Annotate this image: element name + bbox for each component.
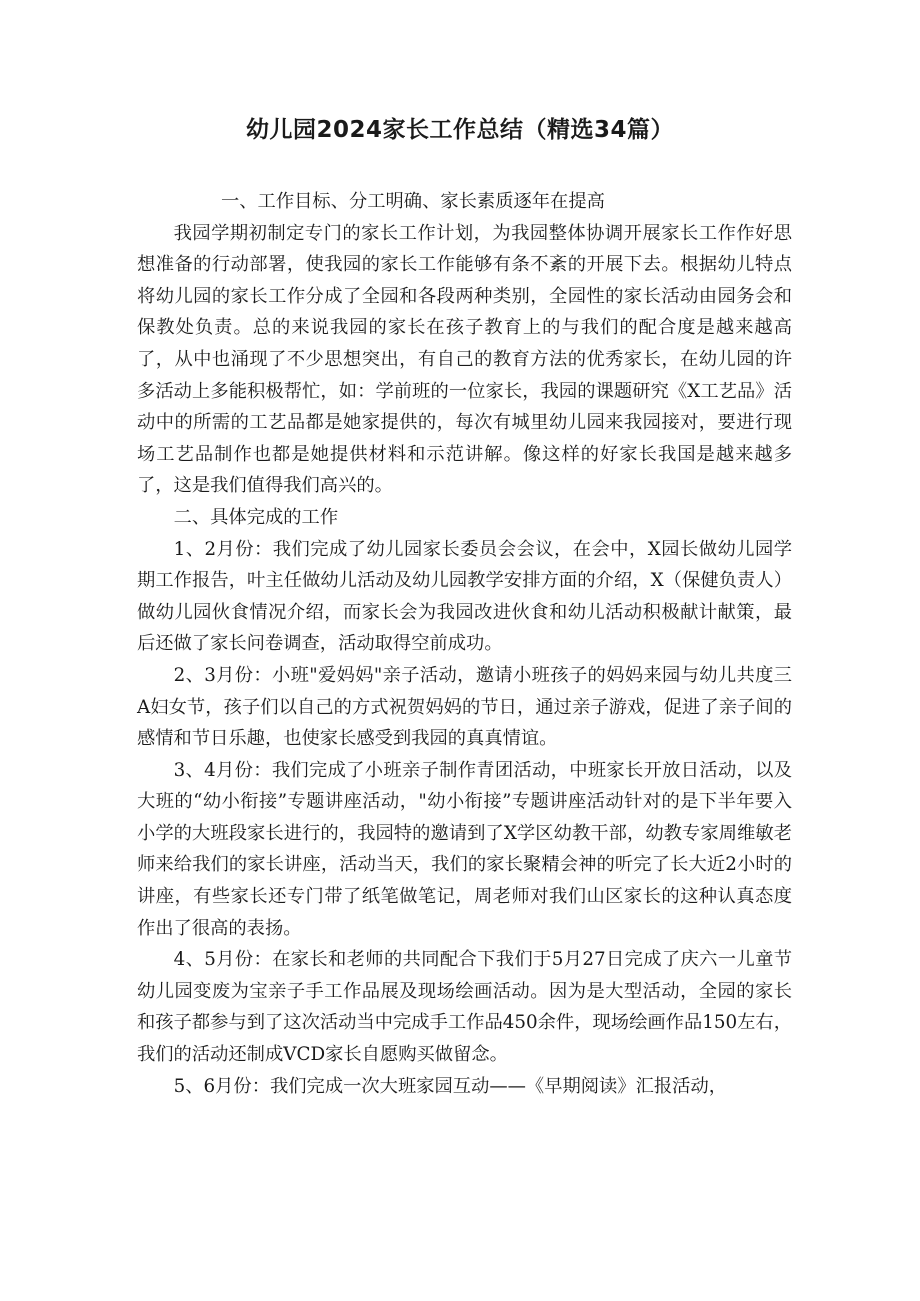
paragraph-march: 2、3月份：小班"爱妈妈"亲子活动，邀请小班孩子的妈妈来园与幼儿共度三A妇女节，孩子们以自己的方式祝贺妈妈的节日，通过亲子游戏，促进了亲子间的感情和节日乐趣，也使家长感受到我园的真真情谊。 bbox=[137, 664, 792, 750]
paragraph-april: 3、4月份：我们完成了小班亲子制作青团活动，中班家长开放日活动，以及大班的“幼小衔接”专题讲座活动，"幼小衔接”专题讲座活动针对的是下半年要入小学的大班段家长进行的，我园特的邀请到了X学区幼教干部，幼教专家周维敏老师来给我们的家长讲座，活动当天，我们的家长聚精会神的听完了长大近2小时的讲座，有些家长还专门带了纸笔做笔记，周老师对我们山区家长的这种认真态度作出了很高的表扬。 bbox=[137, 759, 792, 939]
document-title: 幼儿园2024家长工作总结（精选34篇） bbox=[245, 117, 675, 143]
document-body bbox=[137, 186, 792, 1102]
paragraph-february: 1、2月份：我们完成了幼儿园家长委员会会议，在会中，X园长做幼儿园学期工作报告，叶主任做幼儿活动及幼儿园教学安排方面的介绍，X（保健负责人）做幼儿园伙食情况介绍，而家长会为我园改进伙食和幼儿活动积极献计献策，最后还做了家长问卷调查，活动取得空前成功。 bbox=[137, 538, 792, 655]
paragraph-intro: 我园学期初制定专门的家长工作计划，为我园整体协调开展家长工作作好思想准备的行动部署，使我园的家长工作能够有条不紊的开展下去。根据幼儿特点将幼儿园的家长工作分成了全园和各段两种类别，全园性的家长活动由园务会和保教处负责。总的来说我园的家长在孩子教育上的与我们的配合度是越来越高了，从中也涌现了不少思想突出，有自己的教育方法的优秀家长，在幼儿园的许多活动上多能积极帮忙，如：学前班的一位家长，我园的课题研究《X工艺品》活动中的所需的工艺品都是她家提供的，每次有城里幼儿园来我园接对，要进行现场工艺品制作也都是她提供材料和示范讲解。像这样的好家长我国是越来越多了，这是我们值得我们高兴的。 bbox=[137, 222, 792, 497]
section-heading-1: 一、工作目标、分工明确、家长素质逐年在提高 bbox=[221, 191, 605, 212]
section-heading-2: 二、具体完成的工作 bbox=[173, 506, 339, 528]
paragraph-june: 5、6月份：我们完成一次大班家园互动——《早期阅读》汇报活动， bbox=[173, 1075, 728, 1097]
paragraph-may: 4、5月份：在家长和老师的共同配合下我们于5月27日完成了庆六一儿童节幼儿园变废为宝亲子手工作品展及现场绘画活动。因为是大型活动，全园的家长和孩子都参与到了这次活动当中完成手工作品450余件，现场绘画作品150左右，我们的活动还制成VCD家长自愿购买做留念。 bbox=[137, 949, 792, 1066]
